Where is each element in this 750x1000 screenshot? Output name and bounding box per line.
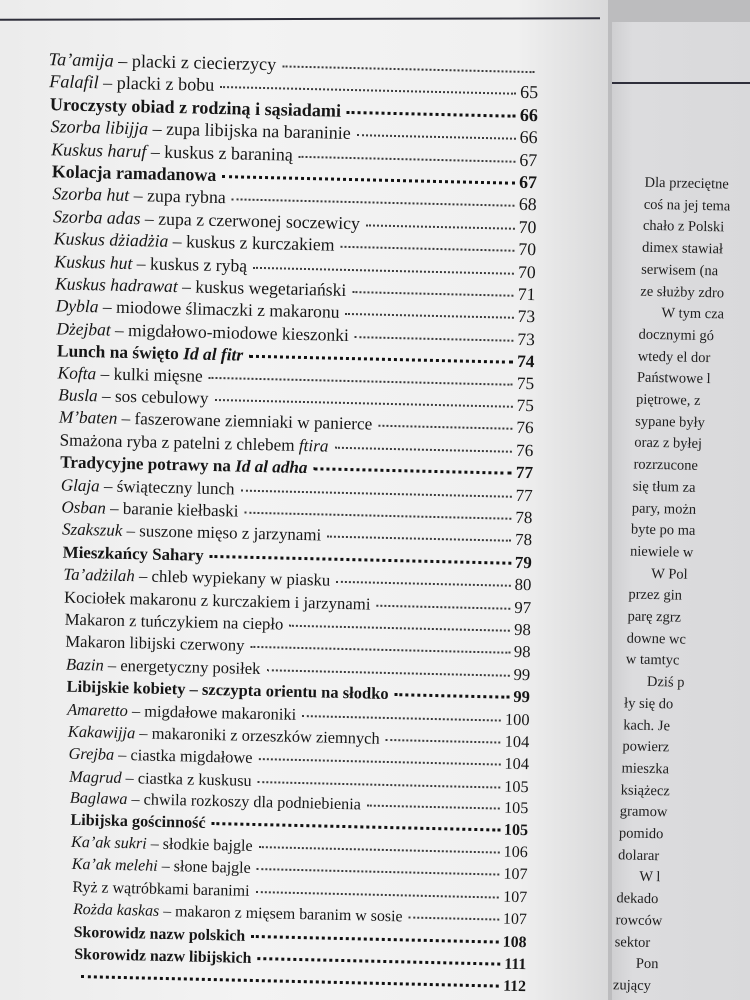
toc-entry-title [74, 946, 251, 968]
toc-entry-italic-name: Grejba [68, 744, 115, 765]
toc-entry-title [62, 520, 322, 546]
right-page-line: docznymi gó [638, 326, 715, 345]
toc-entry-text: – sos cebulowy [97, 386, 209, 408]
toc-entry-italic-name: Busla [58, 385, 98, 406]
toc-entry-title [65, 632, 245, 656]
toc-entry-italic-name: Szorba adas [52, 206, 141, 229]
toc-page-number: 73 [517, 328, 536, 350]
toc-entry-italic-name: Bazin [65, 654, 104, 675]
toc-entry-title [49, 72, 215, 97]
toc-entry-text: Ryż z wątróbkami baranimi [72, 878, 250, 900]
dot-leader [334, 446, 512, 452]
right-page-line: chało z Polski [642, 218, 725, 236]
toc-page-number: 76 [516, 418, 534, 438]
toc-page-number: 71 [517, 283, 536, 305]
toc-page-number: 73 [517, 306, 536, 327]
toc-entry-title [57, 363, 203, 386]
toc-page-number: 108 [502, 933, 527, 951]
toc-page-number: 97 [514, 597, 532, 617]
toc-entry-text: – migdałowo-miodowe kieszonki [110, 319, 350, 345]
dot-leader [253, 266, 514, 274]
toc-page-number: 66 [519, 127, 538, 148]
toc-entry-text: – miodowe ślimaczki z makaronu [98, 296, 340, 323]
dot-leader [256, 891, 500, 899]
dot-leader [408, 917, 499, 921]
toc-entry-italic-suffix: Id al adha [235, 456, 308, 478]
toc-page-number: 104 [504, 731, 530, 752]
toc-entry-text: – zupa libijska na baraninie [147, 118, 351, 144]
right-page-line: oraz z byłej [634, 434, 703, 453]
dot-leader [210, 555, 511, 565]
right-page-line: dolarar [617, 847, 660, 864]
toc-entry-text: Libijska gościnność [70, 811, 206, 832]
dot-leader [289, 625, 510, 632]
toc-page-number: 77 [515, 485, 533, 505]
toc-page-number: 99 [513, 687, 531, 707]
toc-entry-title [60, 453, 308, 479]
toc-entry-text: Uroczysty obiad z rodziną i sąsiadami [49, 93, 342, 121]
right-page-line: W l [639, 869, 661, 886]
right-page-line: mieszka [621, 760, 670, 778]
toc-page-number: 70 [518, 239, 537, 260]
right-page-line: serwisem (na [641, 261, 719, 280]
toc-page-number: 107 [502, 910, 528, 929]
toc-entry-text: – makaroniki z orzeszków ziemnych [135, 723, 380, 748]
toc-entry-text: – placki z bobu [98, 72, 215, 96]
dot-leader [251, 935, 499, 944]
toc-entry-title [63, 565, 330, 591]
toc-entry-text: – chwila rozkoszy dla podniebienia [127, 790, 362, 814]
dot-leader [327, 536, 511, 542]
toc-entry-italic-name: Kakawijja [67, 721, 136, 743]
right-page-line: pomido [618, 825, 664, 843]
right-page-line: rowców [615, 912, 663, 930]
toc-entry-italic-name: Magrud [68, 766, 122, 787]
toc-page-number: 76 [515, 440, 534, 461]
dot-leader [241, 489, 512, 497]
right-page-line: rozrzucone [633, 456, 699, 474]
toc-entry-title [68, 744, 252, 768]
toc-page-number: 65 [519, 82, 539, 103]
right-page-line: przez gin [628, 586, 683, 604]
toc-entry-text: Kociołek makaronu z kurczakiem i jarzynami [63, 587, 371, 614]
dot-leader [250, 646, 510, 654]
dot-leader [259, 846, 500, 853]
dot-leader [212, 822, 500, 832]
right-page-line: się tłum za [632, 478, 696, 496]
toc-entry-text: Lunch na święto [56, 340, 184, 364]
dot-leader [376, 604, 510, 609]
right-page-text [612, 22, 750, 1000]
toc-entry-text: – kuskus z rybą [132, 252, 248, 276]
toc-entry-title [66, 654, 261, 678]
toc-entry-title [70, 789, 362, 815]
right-page-line: gramow [619, 803, 668, 821]
toc-entry-italic-name: Ta’adżilah [63, 564, 135, 586]
dot-leader [386, 739, 501, 744]
right-page-line: parę zgrz [627, 608, 682, 626]
right-page-line: powierz [622, 738, 670, 756]
toc-entry-italic-name: Kuskus hadrawat [54, 273, 178, 297]
right-page-line: Dla przeciętne [644, 174, 729, 193]
toc-page-number: 98 [513, 619, 532, 640]
toc-page-number: 107 [503, 888, 528, 906]
toc-page-number: 77 [515, 463, 534, 483]
toc-entry-text: – zupa rybna [129, 185, 227, 208]
dot-leader [347, 111, 516, 118]
toc-entry-text: – kuskus wegetariański [177, 276, 347, 300]
right-page-line: sypane były [635, 413, 706, 431]
toc-entry-title [61, 475, 235, 499]
dot-leader [257, 957, 500, 966]
right-page-line: W Pol [651, 565, 688, 583]
toc-entry-text: – ciastka migdałowe [113, 745, 253, 768]
toc-entry-title [70, 811, 205, 832]
dot-leader [357, 134, 516, 140]
toc-entry-text: – baranie kiełbaski [105, 498, 239, 521]
dot-leader [214, 399, 512, 408]
toc-entry-italic-name: Baglawa [69, 788, 128, 809]
toc-entry-title [58, 385, 209, 408]
toc-entry-italic-name: Osban [61, 497, 107, 518]
right-page-line: książecz [620, 781, 670, 799]
right-page-line: dimex stawiał [641, 239, 724, 258]
toc-page-number: 105 [503, 798, 529, 818]
toc-entry-italic-name: M’baten [58, 407, 118, 429]
toc-entry-title [61, 498, 238, 522]
toc-entry-italic-name: Rożda kaskas [72, 901, 160, 921]
toc-page-number: 70 [518, 216, 537, 238]
toc-entry-text: – słone bajgle [157, 858, 251, 878]
dot-leader [266, 669, 509, 677]
dot-leader [282, 65, 534, 73]
toc-entry-text: Skorowidz nazw libijskich [74, 945, 252, 967]
toc-entry-text: Libijskie kobiety – szczypta orientu na słodko [66, 676, 389, 704]
toc-entry-title [63, 542, 204, 565]
right-page-line: downe wc [626, 630, 687, 648]
right-page-line: sektor [614, 933, 651, 951]
toc-entry-title [74, 924, 246, 946]
dot-leader [232, 199, 515, 207]
dot-leader [313, 467, 511, 475]
toc-entry-title [57, 341, 244, 366]
toc-entry-text: – suszone mięso z jarzynami [122, 521, 322, 545]
right-page-line: wtedy el dor [637, 348, 711, 366]
right-page-line: w tamtyc [625, 651, 680, 669]
dot-leader [81, 975, 499, 987]
toc-entry-italic-name: Ta’amija [48, 49, 114, 71]
toc-page-number: 111 [504, 955, 527, 974]
right-page-line: Państwowe l [636, 369, 711, 388]
dot-leader [355, 336, 514, 342]
dot-leader [336, 581, 510, 587]
toc-page-number: 99 [513, 664, 531, 684]
right-page-line: kach. Je [623, 716, 671, 734]
toc-entry-text: – faszerowane ziemniaki w panierce [117, 409, 373, 434]
dot-leader [302, 715, 501, 722]
right-book-page [612, 22, 750, 1000]
toc-entry-title [64, 610, 283, 635]
toc-entry-title [71, 834, 253, 856]
toc-page-number: 80 [514, 575, 532, 595]
toc-page-number: 67 [518, 171, 538, 193]
toc-entry-italic-name: Szakszuk [61, 519, 123, 541]
toc-entry-text: Tradycyjne potrawy na [60, 452, 236, 476]
toc-entry-title [72, 879, 250, 901]
toc-entry-title [54, 251, 247, 276]
toc-entry-text: – kuskus z kurczakiem [168, 231, 335, 255]
toc-entry-italic-name: Ka’ak melehi [71, 856, 158, 876]
dot-leader [220, 86, 516, 95]
toc-entry-title [52, 184, 226, 209]
right-page-line: ze służby zdro [640, 283, 725, 301]
toc-page-number: 105 [504, 776, 529, 796]
toc-entry-italic-name: Kofta [57, 363, 97, 383]
toc-entry-text: – świąteczny lunch [99, 475, 235, 499]
dot-leader [244, 512, 511, 520]
dot-leader [352, 291, 514, 297]
right-page-line: piętrowe, z [635, 391, 701, 409]
toc-entry-italic-name: Kuskus haruf [51, 138, 147, 161]
dot-leader [340, 246, 514, 252]
toc-entry-italic-suffix: Id al fitr [182, 343, 244, 365]
toc-entry-italic-name: Ka’ak sukri [70, 833, 147, 853]
toc-entry-title [69, 767, 252, 791]
toc-entry-italic-name: Dybla [55, 295, 99, 317]
toc-entry-text: Skorowidz nazw polskich [73, 923, 246, 945]
dot-leader [395, 693, 510, 699]
right-page-line: byte po ma [630, 521, 696, 540]
toc-page-number: 98 [513, 642, 531, 662]
right-page-line: Dziś p [646, 673, 685, 691]
right-page-line: dekado [616, 890, 659, 908]
toc-entry-text: Kolacja ramadanowa [51, 161, 217, 185]
toc-entry-italic-name: Szorba libijja [50, 116, 149, 139]
toc-page-number: 78 [514, 530, 533, 550]
toc-page-number: 75 [516, 395, 535, 416]
toc-entry-italic-suffix: ftira [298, 435, 329, 456]
dot-leader [258, 758, 500, 765]
toc-entry-title [59, 430, 328, 456]
toc-page-number: 67 [519, 149, 538, 170]
right-page-line: coś na jej tema [643, 196, 731, 215]
right-page-line: ły się do [623, 695, 674, 713]
toc-page-number: 104 [504, 754, 530, 774]
toc-page-number: 68 [518, 194, 537, 215]
toc-entry-italic-name: Kuskus hut [54, 250, 133, 273]
dot-leader [378, 425, 512, 430]
toc-entry-text: Mieszkańcy Sahary [62, 542, 204, 565]
toc-entry-text: – słodkie bajgle [146, 835, 253, 855]
toc-entry-text: – migdałowe makaroniki [127, 700, 297, 724]
toc-entry-text: – zupa z czerwonej soczewicy [140, 208, 361, 234]
toc-entry-text: – makaron z mięsem baranim w sosie [159, 903, 403, 926]
toc-entry-text: Smażona ryba z patelni z chlebem [59, 430, 300, 455]
toc-entry-title [73, 901, 403, 926]
toc-entry-text: Makaron z tuńczykiem na ciepło [64, 609, 284, 634]
toc-entry-text: Makaron libijski czerwony [65, 632, 245, 656]
dot-leader [258, 781, 501, 789]
dot-leader [209, 376, 513, 385]
dot-leader [299, 155, 516, 162]
toc-entry-italic-name: Glaja [60, 475, 100, 495]
toc-entry-title [67, 699, 296, 724]
toc-entry-text: – placki z ciecierzycy [113, 50, 277, 75]
dot-leader [345, 313, 513, 319]
toc-entry-text: – energetyczny posiłek [103, 655, 261, 678]
dot-leader [249, 355, 513, 364]
toc-entry-text: – kulki mięsne [96, 363, 203, 386]
toc-page-number: 70 [517, 261, 536, 282]
right-page-line: pary, możn [631, 500, 697, 518]
right-page-line: zujący [612, 977, 652, 994]
toc-page-number: 66 [519, 104, 539, 126]
right-page-line: niewiele w [629, 543, 694, 561]
toc-page-number: 106 [503, 843, 528, 862]
toc-page-number: 112 [503, 978, 527, 996]
dot-leader [366, 224, 515, 229]
dot-leader [222, 175, 515, 185]
toc-page-number: 100 [504, 709, 530, 729]
dot-leader [257, 868, 500, 876]
toc-entry-text: – kuskus z baraniną [146, 140, 294, 165]
toc-entry-title [52, 161, 217, 186]
toc-page-number: 74 [516, 351, 535, 372]
toc-page-number: 107 [503, 866, 528, 884]
toc-entry-italic-name: Kuskus dżiadżia [53, 228, 169, 252]
toc-page-number: 78 [515, 507, 533, 528]
toc-entry-italic-name: Amaretto [67, 699, 129, 720]
toc-page-number: 75 [516, 373, 535, 393]
toc-entry-title [72, 856, 251, 878]
toc-page-number: 79 [514, 552, 532, 573]
toc-entry-italic-name: Dżejbat [56, 318, 111, 340]
toc-page-number: 105 [503, 821, 529, 839]
dot-leader [367, 805, 500, 810]
toc-entry-text: – ciastka z kuskusu [121, 767, 252, 790]
right-page-line: Pon [635, 955, 659, 973]
right-page-line: W tym cza [661, 305, 725, 323]
toc-entry-italic-name: Falafil [49, 71, 99, 93]
toc-entry-text: – chleb wypiekany w piasku [134, 566, 331, 590]
toc-entry-italic-name: Szorba hut [52, 183, 130, 206]
